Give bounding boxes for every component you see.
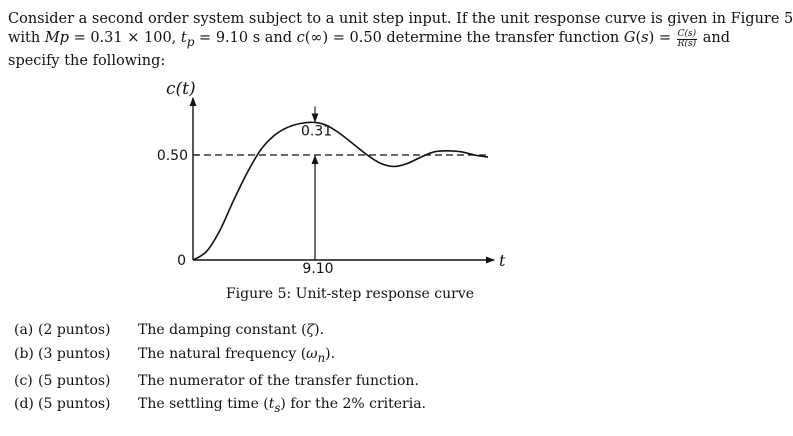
question-label: (a): [14, 322, 34, 338]
question-label: (c): [14, 372, 33, 389]
c-symbol: c: [296, 30, 305, 46]
tp-subscript: p: [186, 34, 195, 49]
question-label: (d): [14, 396, 34, 413]
question-symbol: t: [268, 396, 275, 413]
question-text: The numerator of the transfer function.: [138, 372, 419, 389]
question-subscript: s: [274, 401, 281, 416]
origin-label: 0: [177, 253, 186, 269]
problem-line-3: specify the following:: [8, 52, 166, 69]
question-text: The settling time (: [138, 396, 269, 413]
problem-line-1: Consider a second order system subject to a unit step input. If the unit response curve is given in Figure 5: [8, 11, 793, 27]
response-curve: [193, 122, 488, 260]
question-label: (b): [14, 345, 34, 362]
text-segment: = 9.10 s and: [194, 30, 297, 46]
overshoot-label: 0.31: [301, 123, 333, 140]
mp-symbol: Mp: [44, 30, 69, 46]
s-symbol: s: [641, 30, 649, 46]
text-segment: = 0.31 × 100,: [68, 30, 181, 46]
fraction-denominator: R(s): [677, 39, 697, 49]
fraction-numerator: C(s): [677, 29, 697, 39]
question-list: [14, 319, 426, 421]
question-points: (5 puntos): [38, 372, 111, 389]
question-item: [14, 393, 426, 420]
y-axis-label: c(t): [166, 79, 196, 99]
text-segment: (: [635, 30, 642, 46]
text-segment: (∞) = 0.50 determine the transfer function: [304, 30, 624, 46]
figure-caption: Figure 5: Unit-step response curve: [225, 286, 475, 302]
question-symbol: ω: [306, 345, 318, 362]
question-symbol: ζ: [306, 322, 315, 338]
steady-state-tick-label: 0.50: [156, 148, 188, 164]
question-subscript: n: [317, 350, 326, 365]
peak-time-label: 9.10: [302, 261, 334, 277]
question-text: ).: [314, 322, 325, 338]
question-points: (5 puntos): [38, 396, 111, 413]
question-points: (2 puntos): [38, 322, 111, 338]
text-segment: ) =: [648, 30, 676, 46]
text-segment: with: [8, 30, 45, 46]
x-axis-label: t: [499, 251, 506, 270]
question-item: [14, 343, 426, 370]
question-text: ).: [325, 345, 336, 362]
question-item: [14, 370, 426, 394]
text-segment: and: [698, 30, 731, 46]
g-symbol: G: [623, 30, 636, 46]
question-points: (3 puntos): [38, 345, 111, 362]
question-text: The damping constant (: [138, 322, 307, 338]
question-text: The natural frequency (: [138, 345, 307, 362]
question-text: ) for the 2% criteria.: [280, 396, 426, 413]
question-item: [14, 319, 426, 343]
tp-symbol: t: [180, 30, 187, 46]
